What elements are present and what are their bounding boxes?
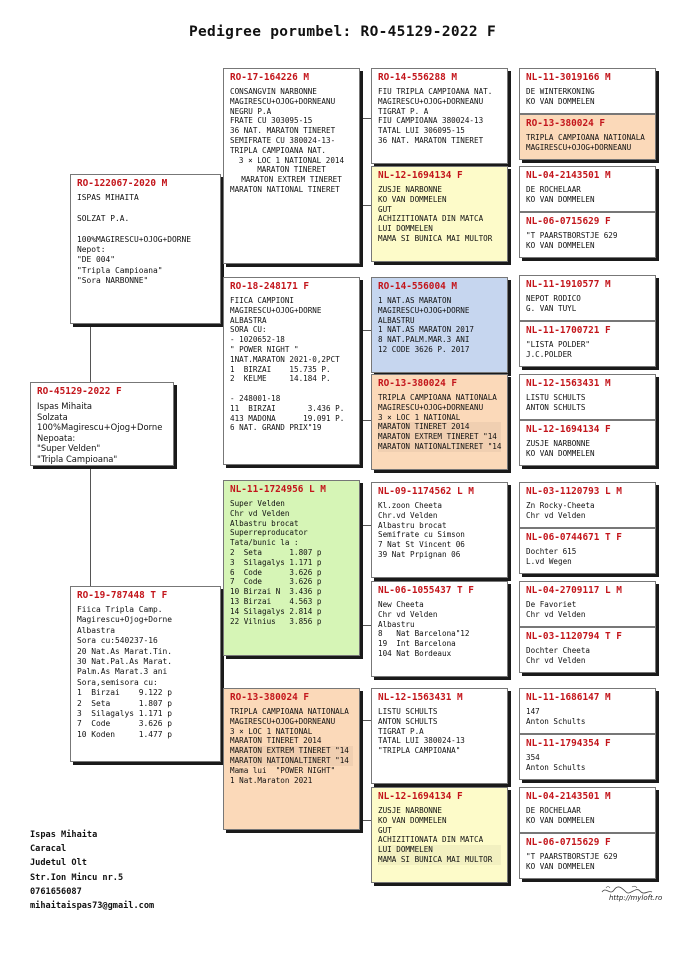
- ring-number: NL-06-1055437 T F: [378, 585, 474, 596]
- detail-line: SOLZAT P.A.: [77, 213, 130, 223]
- pigeon-details: [520, 806, 655, 826]
- pigeon-details: [372, 501, 507, 560]
- detail-line: Super Velden: [230, 499, 285, 508]
- ring-number: NL-11-1700721 F: [526, 325, 611, 336]
- detail-line: New Cheeta: [378, 600, 424, 609]
- detail-line: "Tripla Campioana": [37, 453, 118, 464]
- ring-number: NL-03-1120794 T F: [526, 631, 622, 642]
- ring-number: RO-45129-2022 F: [37, 386, 122, 397]
- detail-line: Solzata: [37, 411, 68, 422]
- detail-line: MARATON NATIONALTINERT "14: [230, 756, 353, 766]
- owner-line: Caracal: [30, 844, 67, 855]
- detail-line: ACHIZITIONATA DIN MATCA: [378, 835, 484, 845]
- detail-line: TIGRAT P.A: [378, 726, 424, 736]
- ring-number: NL-11-1910577 M: [526, 279, 611, 290]
- detail-line: ISPAS MIHAITA: [77, 193, 139, 202]
- gen4-card: [519, 374, 656, 420]
- pigeon-details: [520, 133, 655, 153]
- detail-line: Chr vd Velden: [526, 655, 586, 665]
- detail-line: 8 NAT.PALM.MAR.3 ANI: [378, 335, 470, 345]
- great-grandparent-card: [371, 68, 508, 164]
- ring-number: RO-14-556288 M: [378, 72, 458, 83]
- detail-line: 354: [526, 753, 540, 762]
- great-grandparent-card: [371, 688, 508, 784]
- pigeon-details: [520, 852, 655, 872]
- detail-line: MAMA SI BUNICA MAI MULTOR: [378, 855, 501, 865]
- pigeon-details: [520, 340, 655, 360]
- detail-line: Sora cu:540237-16: [77, 636, 158, 646]
- pigeon-details: [372, 393, 507, 452]
- detail-line: MAGIRESCU+OJOG+DORNEANU: [526, 142, 632, 152]
- detail-line: 36 NAT. MARATON TINERET: [378, 135, 484, 145]
- detail-line: FIU CAMPIOANA 380024-13: [378, 116, 484, 126]
- detail-line: MAGIRESCU+OJOG+DORNEANU: [230, 716, 336, 726]
- detail-line: - 248001-18: [230, 393, 281, 403]
- detail-line: TRIPLA CAMPIOANA NATIONALA: [526, 133, 645, 142]
- ring-number: RO-122067-2020 M: [77, 178, 168, 189]
- detail-line: ZUSJE NARBONNE: [378, 185, 443, 194]
- gen4-card: [519, 787, 656, 833]
- great-grandparent-card: [371, 581, 508, 677]
- pigeon-details: [71, 605, 220, 740]
- detail-line: TRIPLA CAMPIOANA NAT.: [230, 145, 327, 155]
- ring-number: RO-13-380024 F: [526, 118, 606, 129]
- detail-line: 20 Nat.As Marat.Tin.: [77, 646, 173, 656]
- detail-line: KO VAN DOMMELEN: [526, 861, 595, 871]
- detail-line: NEGRU P.A: [230, 106, 272, 116]
- detail-line: 100%MAGIRESCU+OJOG+DORNE: [77, 234, 192, 244]
- detail-line: 8 Nat Barcelona"12: [378, 629, 470, 639]
- detail-line: Dochter 615: [526, 547, 577, 556]
- detail-line: Kl.zoon Cheeta: [378, 501, 443, 510]
- detail-line: Mama lui "POWER NIGHT": [230, 765, 336, 775]
- detail-line: TIGRAT P. A: [378, 106, 429, 116]
- detail-line: 3 Silagalys 1.171 p: [230, 557, 322, 567]
- detail-line: 6 Code 3.626 p: [230, 567, 322, 577]
- owner-line: Judetul Olt: [30, 858, 87, 869]
- detail-line: KO VAN DOMMELEN: [526, 448, 595, 458]
- detail-line: DE ROCHELAAR: [526, 806, 581, 815]
- pigeon-details: [31, 401, 173, 464]
- detail-line: 413 MADONA 19.091 P.: [230, 413, 345, 423]
- detail-line: CONSANGVIN NARBONNE: [230, 87, 317, 96]
- detail-line: MAMA SI BUNICA MAI MULTOR: [378, 233, 493, 243]
- detail-line: Albastru: [378, 619, 415, 629]
- detail-line: ACHIZITIONATA DIN MATCA: [378, 214, 484, 224]
- detail-line: LISTU SCHULTS: [378, 707, 438, 716]
- detail-line: Ispas Mihaita: [37, 401, 93, 411]
- pigeon-details: [520, 439, 655, 459]
- detail-line: Nepot:: [77, 245, 106, 255]
- owner-info: [30, 828, 154, 913]
- detail-line: 100%Magirescu+Ojog+Dorne: [37, 422, 163, 432]
- detail-line: 7 Code 3.626 p: [230, 577, 322, 587]
- ring-number: NL-03-1120793 L M: [526, 486, 622, 497]
- detail-line: MAGIRESCU+OJOG+DORNE: [230, 305, 322, 315]
- ring-number: NL-06-0715629 F: [526, 216, 611, 227]
- ring-number: NL-04-2143501 M: [526, 170, 611, 181]
- ring-number: RO-13-380024 F: [230, 692, 310, 703]
- detail-line: Albastru brocat: [378, 520, 447, 530]
- ring-number: NL-12-1694134 F: [378, 791, 463, 802]
- ring-number: RO-14-556004 M: [378, 281, 458, 292]
- pigeon-details: [520, 547, 655, 567]
- detail-line: L.vd Wegen: [526, 556, 572, 566]
- ring-number: NL-06-0744671 T F: [526, 532, 622, 543]
- gen4-card: [519, 166, 656, 212]
- great-grandparent-card: [371, 374, 508, 470]
- detail-line: 19 Int Barcelona: [378, 639, 456, 649]
- detail-line: MAGIRESCU+OJOG+DORNEANU: [378, 402, 484, 412]
- grandparent-card: [223, 688, 360, 830]
- great-grandparent-card: [371, 482, 508, 578]
- detail-line: NEPOT RODICO: [526, 294, 581, 303]
- detail-line: 2 KELME 14.184 P.: [230, 374, 331, 384]
- gen4-card: [519, 275, 656, 321]
- detail-line: MARATON NATIONALTINERET "14: [378, 441, 502, 451]
- detail-line: "LISTA POLDER": [526, 340, 591, 349]
- detail-line: Chr vd Velden: [230, 508, 290, 518]
- ring-number: NL-12-1563431 M: [526, 378, 611, 389]
- detail-line: Semifrate cu Simson: [378, 530, 465, 540]
- ring-number: NL-12-1563431 M: [378, 692, 463, 703]
- detail-line: ALBASTRA: [230, 315, 267, 325]
- detail-line: Sora,semisora cu:: [77, 677, 158, 687]
- detail-line: 2 Seta 1.807 p: [77, 698, 173, 708]
- gen4-card: [519, 114, 656, 160]
- ring-number: RO-18-248171 F: [230, 281, 310, 292]
- detail-line: 36 NAT. MARATON TINERET: [230, 126, 336, 136]
- great-grandparent-card: [371, 787, 508, 883]
- detail-line: DE ROCHELAAR: [526, 185, 581, 194]
- detail-line: "T PAARSTBORSTJE 629: [526, 852, 618, 861]
- owner-line: Str.Ion Mincu nr.5: [30, 872, 124, 883]
- detail-line: LUI DOMMELEN: [378, 224, 433, 234]
- ring-number: NL-04-2709117 L M: [526, 585, 622, 596]
- pigeon-details: [520, 231, 655, 251]
- pigeon-details: [520, 707, 655, 727]
- detail-line: 3 × LOC 1 NATIONAL: [378, 412, 461, 422]
- detail-line: ANTON SCHULTS: [526, 402, 586, 412]
- detail-line: ZUSJE NARBONNE: [526, 439, 591, 448]
- page-title: Pedigree porumbel: RO-45129-2022 F: [188, 24, 496, 40]
- ring-number: NL-11-1686147 M: [526, 692, 611, 703]
- detail-line: 3 × LOC 1 NATIONAL: [230, 726, 313, 736]
- gen4-card: [519, 734, 656, 780]
- detail-line: MARATON TINERET 2014: [230, 736, 322, 746]
- pigeon-details: [224, 707, 359, 785]
- gen4-card: [519, 528, 656, 574]
- detail-line: Nepoata:: [37, 432, 76, 443]
- detail-line: 39 Nat Prpignan 06: [378, 549, 461, 559]
- detail-line: MARATON EXTREM TINERET "14: [230, 746, 353, 756]
- detail-line: ZUSJE NARBONNE: [378, 806, 443, 815]
- subject-card: [30, 382, 174, 466]
- detail-line: 13 Birzai 4.563 p: [230, 596, 322, 606]
- detail-line: Dochter Cheeta: [526, 646, 591, 655]
- detail-line: LUI DOMMELEN: [378, 845, 501, 855]
- detail-line: ALBASTRU: [378, 315, 415, 325]
- gen4-card: [519, 833, 656, 879]
- ring-number: RO-13-380024 F: [378, 378, 458, 389]
- detail-line: KO VAN DOMMELEN: [378, 194, 447, 204]
- detail-line: J.C.POLDER: [526, 349, 572, 359]
- detail-line: MARATON TINERET 2014: [378, 422, 501, 432]
- detail-line: KO VAN DOMMELEN: [526, 194, 595, 204]
- pigeon-details: [372, 296, 507, 355]
- owner-line: Ispas Mihaita: [30, 830, 98, 840]
- detail-line: MARATON NATIONAL TINERET: [230, 184, 340, 194]
- detail-line: SORA CU:: [230, 325, 267, 335]
- pigeon-details: [520, 393, 655, 413]
- owner-line: 0761656087: [30, 886, 82, 897]
- detail-line: 14 Silagalys 2.814 p: [230, 606, 322, 616]
- detail-line: Palm.As Marat.3 ani: [77, 667, 168, 677]
- gen4-card: [519, 482, 656, 528]
- detail-line: 7 Code 3.626 p: [77, 719, 173, 729]
- detail-line: Anton Schults: [526, 762, 586, 772]
- pigeon-details: [520, 294, 655, 314]
- detail-line: KO VAN DOMMELEN: [526, 96, 595, 106]
- detail-line: 1NAT.MARATON 2021-0,2PCT: [230, 354, 340, 364]
- detail-line: GUT: [378, 204, 392, 214]
- detail-line: Chr vd Velden: [526, 510, 586, 520]
- pigeon-details: [224, 87, 359, 195]
- detail-line: Chr vd Velden: [378, 609, 438, 619]
- ring-number: NL-12-1694134 F: [526, 424, 611, 435]
- pigeon-details: [372, 87, 507, 146]
- pigeon-details: [71, 193, 220, 287]
- pigeon-details: [224, 296, 359, 433]
- detail-line: 1 Nat.Maraton 2021: [230, 775, 313, 785]
- pigeon-details: [224, 499, 359, 626]
- detail-line: " POWER NIGHT ": [230, 344, 299, 354]
- detail-line: ANTON SCHULTS: [378, 716, 438, 726]
- grandparent-card: [223, 480, 360, 656]
- gen4-card: [519, 420, 656, 466]
- detail-line: MAGIRESCU+OJOG+DORNE: [378, 305, 470, 315]
- detail-line: KO VAN DOMMELEN: [378, 815, 447, 825]
- sire-card: [70, 174, 221, 324]
- detail-line: Anton Schults: [526, 716, 586, 726]
- detail-line: MAGIRESCU+OJOG+DORNEANU: [230, 96, 336, 106]
- detail-line: Albastra: [77, 625, 116, 635]
- detail-line: Chr.vd Velden: [378, 510, 438, 520]
- detail-line: 11 BIRZAI 3.436 P.: [230, 403, 345, 413]
- ring-number: NL-12-1694134 F: [378, 170, 463, 181]
- great-grandparent-card: [371, 166, 508, 262]
- ring-number: RO-17-164226 M: [230, 72, 310, 83]
- detail-line: 3 Silagalys 1.171 p: [77, 709, 173, 719]
- logo-url: http://myloft.ro: [609, 894, 663, 902]
- detail-line: 6 NAT. GRAND PRIX"19: [230, 423, 322, 433]
- detail-line: [230, 384, 353, 394]
- detail-line: Chr vd Velden: [526, 609, 586, 619]
- detail-line: - 1020652-18: [230, 335, 285, 345]
- detail-line: 10 Birzai N 3.436 p: [230, 587, 322, 597]
- pigeon-details: [372, 185, 507, 244]
- great-grandparent-card: [371, 277, 508, 373]
- grandparent-card: [223, 68, 360, 264]
- detail-line: Magirescu+Ojog+Dorne: [77, 615, 173, 625]
- detail-line: "Sora NARBONNE": [77, 276, 149, 286]
- pigeon-details: [372, 600, 507, 659]
- detail-line: "Super Velden": [37, 443, 101, 453]
- pigeon-details: [372, 707, 507, 756]
- detail-line: Superreproducator: [230, 528, 308, 538]
- detail-line: "T PAARSTBORSTJE 629: [526, 231, 618, 240]
- pigeon-details: [520, 185, 655, 205]
- detail-line: SEMIFRATE CU 380024-13-: [230, 135, 336, 145]
- ring-number: NL-11-3019166 M: [526, 72, 611, 83]
- detail-line: 30 Nat.Pal.As Marat.: [77, 657, 173, 667]
- detail-line: KO VAN DOMMELEN: [526, 815, 595, 825]
- gen4-card: [519, 627, 656, 673]
- detail-line: KO VAN DOMMELEN: [526, 240, 595, 250]
- ring-number: NL-11-1794354 F: [526, 738, 611, 749]
- detail-line: MARATON EXTREM TINERET: [241, 175, 342, 185]
- detail-line: 12 CODE 3626 P. 2017: [378, 344, 470, 354]
- detail-line: TATAL LUI 380024-13: [378, 736, 465, 746]
- detail-line: TATAL LUI 306095-15: [378, 126, 465, 136]
- ring-number: RO-19-787448 T F: [77, 590, 168, 601]
- detail-line: FRATE CU 303095-15: [230, 116, 313, 126]
- detail-line: G. VAN TUYL: [526, 303, 577, 313]
- detail-line: De Favoriet: [526, 600, 577, 609]
- gen4-card: [519, 688, 656, 734]
- detail-line: Fiica Tripla Camp.: [77, 605, 163, 614]
- detail-line: MARATON EXTREM TINERET "14: [378, 432, 501, 442]
- grandparent-card: [223, 277, 360, 465]
- detail-line: 2 Seta 1.807 p: [230, 547, 322, 557]
- detail-line: 3 × LOC 1 NATIONAL 2014: [238, 155, 345, 165]
- detail-line: TRIPLA CAMPIOANA NATIONALA: [230, 707, 349, 716]
- pigeon-details: [520, 646, 655, 666]
- detail-line: DE WINTERKONING: [526, 87, 595, 96]
- detail-line: 1 NAT.AS MARATON: [378, 296, 452, 305]
- pigeon-details: [372, 806, 507, 865]
- gen4-card: [519, 68, 656, 114]
- detail-line: FIU TRIPLA CAMPIOANA NAT.: [378, 87, 493, 96]
- detail-line: 1 NAT.AS MARATON 2017: [378, 325, 475, 335]
- ring-number: NL-09-1174562 L M: [378, 486, 474, 497]
- detail-line: 7 Nat St Vincent 06: [378, 540, 465, 550]
- detail-line: 10 Koden 1.477 p: [77, 729, 173, 739]
- detail-line: 147: [526, 707, 540, 716]
- detail-line: MAGIRESCU+OJOG+DORNEANU: [378, 96, 484, 106]
- detail-line: Tata/bunic la :: [230, 538, 299, 548]
- detail-line: [77, 203, 214, 213]
- detail-line: MARATON TINERET: [257, 165, 326, 175]
- detail-line: Zn Rocky-Cheeta: [526, 501, 595, 510]
- detail-line: 104 Nat Bordeaux: [378, 648, 452, 658]
- dam-card: [70, 586, 221, 762]
- pigeon-details: [520, 87, 655, 107]
- pigeon-details: [520, 753, 655, 773]
- detail-line: [77, 224, 214, 234]
- detail-line: 22 Vilnius 3.856 p: [230, 616, 322, 626]
- gen4-card: [519, 212, 656, 258]
- detail-line: 1 Birzai 9.122 p: [77, 688, 173, 698]
- detail-line: FIICA CAMPIONI: [230, 296, 295, 305]
- detail-line: GUT: [378, 825, 392, 835]
- ring-number: NL-11-1724956 L M: [230, 484, 326, 495]
- detail-line: "Tripla Campioana": [77, 265, 163, 275]
- detail-line: "DE 004": [77, 255, 116, 265]
- ring-number: NL-06-0715629 F: [526, 837, 611, 848]
- detail-line: LISTU SCHULTS: [526, 393, 586, 402]
- owner-line: mihaitaispas73@gmail.com: [30, 901, 155, 912]
- detail-line: "TRIPLA CAMPIOANA": [378, 746, 461, 756]
- gen4-card: [519, 321, 656, 367]
- detail-line: TRIPLA CAMPIOANA NATIONALA: [378, 393, 497, 402]
- pigeon-details: [520, 600, 655, 620]
- detail-line: Albastru brocat: [230, 518, 299, 528]
- pigeon-details: [520, 501, 655, 521]
- detail-line: 1 BIRZAI 15.735 P.: [230, 364, 331, 374]
- ring-number: NL-04-2143501 M: [526, 791, 611, 802]
- gen4-card: [519, 581, 656, 627]
